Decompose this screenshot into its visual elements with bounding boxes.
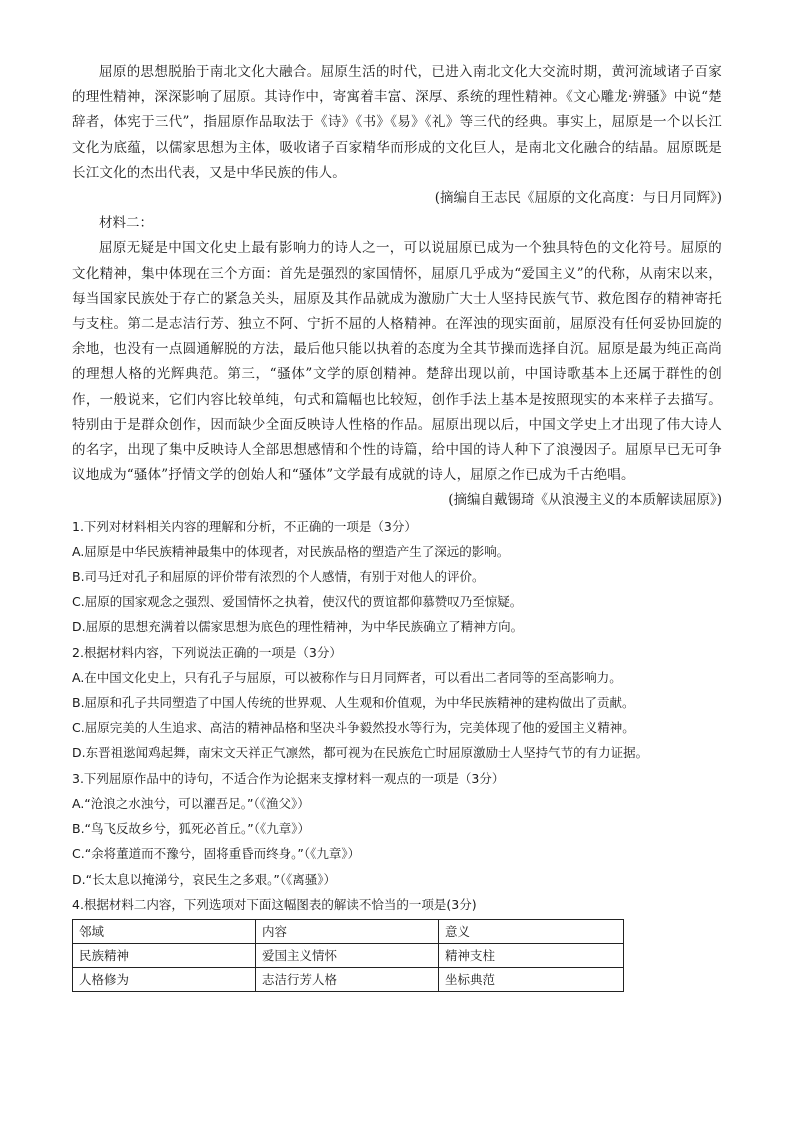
question-stem: 3.下列屈原作品中的诗句，不适合作为论据来支撑材料一观点的一项是（3分） [72,770,505,786]
question-3 [72,766,722,892]
table-cell: 坐标典范 [439,967,624,991]
table-cell: 爱国主义情怀 [256,943,439,967]
table-row [73,967,624,991]
option-b: B.“鸟飞反故乡兮，狐死必首丘。”（《九章》） [72,821,311,837]
passage1-paragraph: 屈原的思想脱胎于南北文化大融合。屈原生活的时代，已进入南北文化大交流时期，黄河流域诸子百家的理性精神，深深影响了屈原。其诗作中，寄寓着丰富、深厚、系统的理性精神。《文心雕龙·辨骚》中说“楚辞者，体宪于三代”，指屈原作品取法于《诗》《书》《易》《礼》等三代的经典。事实上，屈原是一个以长江文化为底蕴，以儒家思想为主体，吸收诸子百家精华而形成的文化巨人，是南北文化融合的结晶。屈原既是长江文化的杰出代表，又是中华民族的伟人。 [72,64,722,181]
table-header-cell: 意义 [439,919,624,943]
table-cell: 民族精神 [73,943,256,967]
option-c: C.屈原的国家观念之强烈、爱国情怀之执着，使汉代的贾谊都仰慕赞叹乃至惊疑。 [72,594,523,610]
question-stem: 1.下列对材料相关内容的理解和分析，不正确的一项是（3分） [72,518,417,534]
passage2-paragraph: 屈原无疑是中国文化史上最有影响力的诗人之一，可以说屈原已成为一个独具特色的文化符号。屈原的文化精神，集中体现在三个方面：首先是强烈的家国情怀，屈原几乎成为“爱国主义”的代称，从南宋以来，每当国家民族处于存亡的紧急关头，屈原及其作品就成为激励广大士人坚持民族气节、救危图存的精神寄托与支柱。第二是志洁行芳、独立不阿、宁折不屈的人格精神。在浑浊的现实面前，屈原没有任何妥协回旋的余地，也没有一点圆通解脱的方法，最后他只能以执着的态度为全其节操而选择自沉。屈原是最为纯正高尚的理想人格的光辉典范。第三，“骚体”文学的原创精神。楚辞出现以前，中国诗歌基本上还属于群性的创作，一般说来，它们内容比较单纯，句式和篇幅也比较短，创作手法上基本是按照现实的本来样子去描写。特别由于是群众创作，因而缺少全面反映诗人性格的作品。屈原出现以后，中国文学史上才出现了伟大诗人的名字，出现了集中反映诗人全部思想感情和个性的诗篇，给中国的诗人种下了浪漫因子。屈原早已无可争议地成为“骚体”抒情文学的创始人和“骚体”文学最有成就的诗人，屈原之作已成为千古绝唱。 [72,240,722,484]
passage1-source: (摘编自王志民《屈原的文化高度：与日月同辉》) [434,190,722,207]
question-stem: 4.根据材料二内容，下列选项对下面这幅图表的解读不恰当的一项是(3分) [72,896,477,912]
question-stem: 2.根据材料内容，下列说法正确的一项是（3分） [72,644,342,660]
option-d: D.屈原的思想充满着以儒家思想为底色的理性精神，为中华民族确立了精神方向。 [72,619,524,635]
table-header-cell: 邻域 [73,919,256,943]
table-header-cell: 内容 [256,919,439,943]
option-d: D.东晋祖逖闻鸡起舞，南宋文天祥正气凛然，都可视为在民族危亡时屈原激励士人坚持气节的有力证据。 [72,745,649,761]
document-page [72,60,722,992]
option-a: A.“沧浪之水浊兮，可以濯吾足。”（《渔父》） [72,795,310,811]
option-b: B.屈原和孔子共同塑造了中国人传统的世界观、人生观和价值观，为中华民族精神的建构做出了贡献。 [72,695,635,711]
table-header-row [73,919,624,943]
question-2 [72,640,722,766]
option-c: C.“余将董道而不豫兮，固将重昏而终身。”（《九章》） [72,846,361,862]
question-4 [72,892,722,992]
passage2-source: (摘编自戴锡琦《从浪漫主义的本质解读屈原》) [448,492,722,509]
table-cell: 精神支柱 [439,943,624,967]
option-a: A.在中国文化史上，只有孔子与屈原，可以被称作与日月同辉者，可以看出二者同等的至高影响力。 [72,669,622,685]
option-d: D.“长太息以掩涕兮，哀民生之多艰。”（《离骚》） [72,871,337,887]
option-a: A.屈原是中华民族精神最集中的体现者，对民族品格的塑造产生了深远的影响。 [72,543,510,559]
table-row [73,943,624,967]
option-c: C.屈原完美的人生追求、高洁的精神品格和坚决斗争毅然投水等行为，完美体现了他的爱国主义精神。 [72,720,635,736]
table-cell: 人格修为 [73,967,256,991]
passage2-label: 材料二： [99,215,153,232]
option-b: B.司马迁对孔子和屈原的评价带有浓烈的个人感情，有别于对他人的评价。 [72,569,485,585]
question-1 [72,514,722,640]
table-cell: 志洁行芳人格 [256,967,439,991]
chart-table [72,919,624,992]
